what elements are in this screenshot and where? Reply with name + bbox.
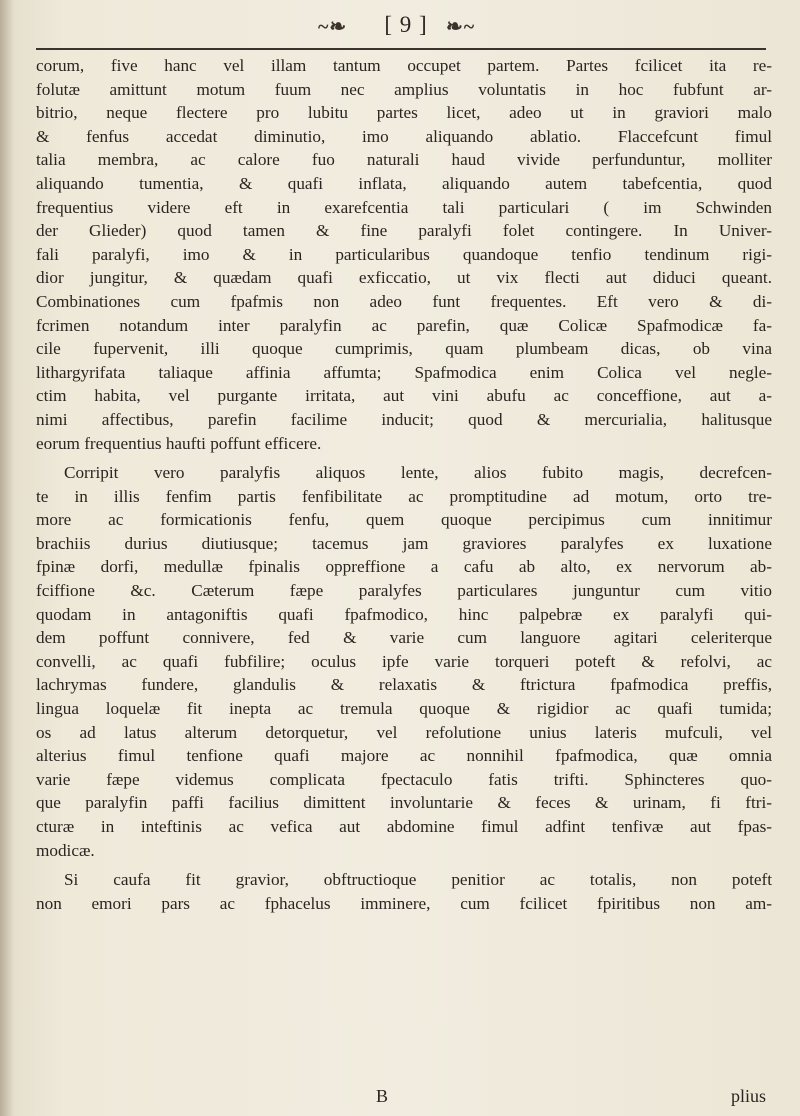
text-line: Corripit vero paralyfis aliquos lente, alios fubito magis, decrefcen- [64, 463, 772, 483]
header-ornament-right: ❧~ [446, 16, 476, 38]
text-line: aliquando tumentia, & quafi inflata, aliquando autem tabefcentia, quod [36, 173, 772, 193]
text-line: folutæ amittunt motum fuum nec amplius voluntatis in hoc fubfunt ar- [36, 79, 772, 99]
page-header [0, 6, 800, 46]
signature-mark: B [376, 1086, 389, 1106]
text-line: Combinationes cum fpafmis non adeo funt frequentes. Eft vero & di- [36, 291, 772, 311]
text-line: brachiis durius diutiusque; tacemus jam graviores paralyfes ex luxatione [36, 533, 772, 553]
text-line: fali paralyfi, imo & in particularibus quandoque tenfio tendinum rigi- [36, 244, 772, 264]
text-line: lithargyrifata taliaque affinia affumta; Spafmodica enim Colica vel negle- [36, 362, 772, 382]
text-line: ctim habita, vel purgante irritata, aut vini abufu ac conceffione, aut a- [36, 386, 772, 406]
text-line: os ad latus alterum detorquetur, vel refolutione unius lateris mufculi, vel [36, 722, 772, 742]
text-line: frequentius videre eft in exarefcentia tali particulari ( im Schwinden [36, 197, 772, 217]
page-footer [36, 1086, 772, 1110]
text-line: der Glieder) quod tamen & fine paralyfi folet contingere. In Univer- [36, 221, 772, 241]
text-line: non emori pars ac fphacelus imminere, cum fcilicet fpiritibus non am- [36, 893, 772, 913]
text-line: cile fupervenit, illi quoque cumprimis, quam plumbeam dicas, ob vina [36, 339, 772, 359]
text-line: quodam in antagoniftis quafi fpafmodico, hinc palpebræ ex paralyfi qui- [36, 604, 772, 624]
text-line: fpinæ dorfi, medullæ fpinalis oppreffione a cafu ab alto, ex nervorum ab- [36, 557, 772, 577]
text-line: dem poffunt connivere, fed & varie cum languore agitari celeriterque [36, 628, 772, 648]
text-line: & fenfus accedat diminutio, imo aliquando ablatio. Flaccefcunt fimul [36, 126, 772, 146]
text-line: alterius fimul tenfione quafi majore ac nonnihil fpafmodica, quæ omnia [36, 746, 772, 766]
text-line: lingua loquelæ fit inepta ac tremula quoque & rigidior ac quafi tumida; [36, 699, 772, 719]
text-line: modicæ. [36, 840, 95, 860]
text-line: lachrymas fundere, glandulis & relaxatis & ftrictura fpafmodica preffis, [36, 675, 772, 695]
text-line: fcrimen notandum inter paralyfin ac parefin, quæ Colicæ Spafmodicæ fa- [36, 315, 772, 335]
text-line: more ac formicationis fenfu, quem quoque percipimus cum innitimur [36, 510, 772, 530]
page-gutter-shadow [0, 0, 14, 1116]
text-line: Si caufa fit gravior, obftructioque penitior ac totalis, non poteft [64, 870, 772, 890]
text-line: convelli, ac quafi fubfilire; oculus ipfe varie torqueri poteft & refolvi, ac [36, 651, 772, 671]
text-line: eorum frequentius haufti poffunt efficere. [36, 433, 322, 453]
body-text [36, 54, 772, 915]
text-line: fciffione &c. Cæterum fæpe paralyfes particulares junguntur cum vitio [36, 581, 772, 601]
text-line: que paralyfin paffi facilius dimittent involuntarie & feces & urinam, fi ftri- [36, 793, 772, 813]
header-rule [36, 48, 766, 50]
text-line: talia membra, ac calore fuo naturali haud vivide perfunduntur, molliter [36, 150, 772, 170]
paragraph-1 [36, 54, 772, 455]
text-line: cturæ in inteftinis ac vefica aut abdomine fimul adfint tenfivæ aut fpas- [36, 817, 772, 836]
header-ornament-left: ~❧ [318, 16, 348, 38]
text-line: corum, five hanc vel illam tantum occupet partem. Partes fcilicet ita re- [36, 56, 772, 75]
text-line: te in illis fenfim partis fenfibilitate ac promptitudine ad motum, orto tre- [36, 486, 772, 506]
paragraph-2 [36, 461, 772, 862]
page-number: [ 9 ] [384, 12, 428, 37]
catchword: plius [730, 1086, 766, 1106]
text-line: varie fæpe videmus complicata fpectaculo fatis trifti. Sphincteres quo- [36, 769, 772, 789]
paragraph-3 [36, 868, 772, 915]
text-line: dior jungitur, & quædam quafi exficcatio, ut vix flecti aut diduci queant. [36, 268, 772, 288]
text-line: bitrio, neque flectere pro lubitu partes licet, adeo ut in graviori malo [36, 103, 772, 123]
text-line: nimi affectibus, parefin facilime inducit; quod & mercurialia, halitusque [36, 409, 772, 429]
